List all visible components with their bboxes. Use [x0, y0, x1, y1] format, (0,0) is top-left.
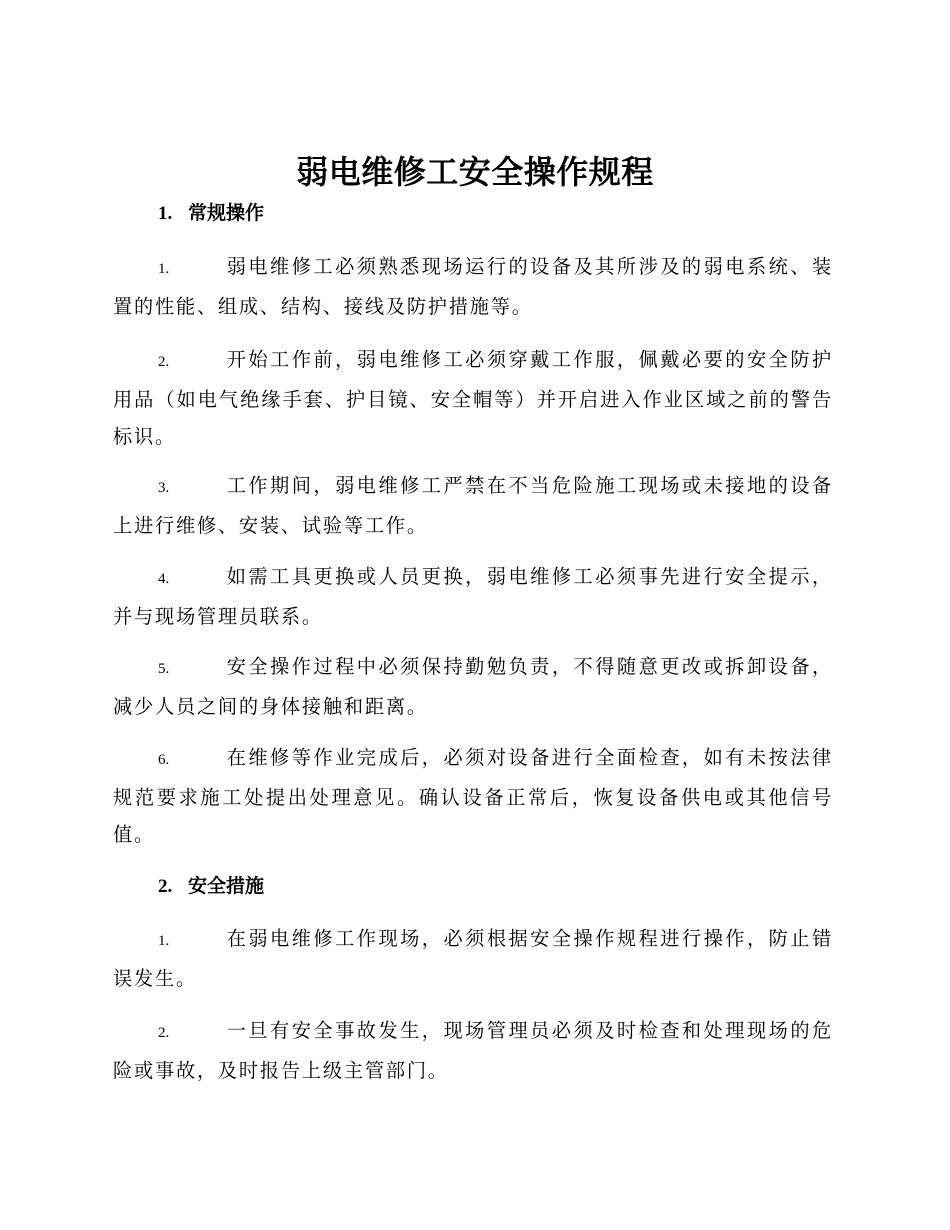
section-number: 1. — [158, 203, 173, 224]
item-text: 在弱电维修工作现场，必须根据安全操作规程进行操作，防止错误发生。 — [113, 927, 833, 990]
item-text: 开始工作前，弱电维修工必须穿戴工作服，佩戴必要的安全防护用品（如电气绝缘手套、护目镜、安全帽等）并开启进入作业区域之前的警告标识。 — [113, 348, 833, 448]
section-heading-safety-measures — [158, 871, 264, 902]
list-item — [113, 1012, 833, 1089]
item-text: 在维修等作业完成后，必须对设备进行全面检查，如有未按法律规范要求施工处提出处理意见。确认设备正常后，恢复设备供电或其他信号值。 — [113, 746, 833, 846]
section-title: 安全措施 — [188, 875, 265, 897]
section-heading-general-operation — [158, 198, 264, 229]
section-number: 2. — [158, 876, 173, 897]
item-number: 2. — [158, 1025, 170, 1041]
item-number: 3. — [158, 480, 170, 496]
item-number: 5. — [158, 661, 170, 677]
list-item — [113, 467, 833, 544]
item-number: 4. — [158, 571, 170, 587]
list-item — [113, 920, 833, 997]
item-number: 6. — [158, 752, 170, 768]
list-item — [113, 558, 833, 635]
list-item — [113, 648, 833, 725]
item-number: 1. — [158, 261, 170, 277]
item-text: 如需工具更换或人员更换，弱电维修工必须事先进行安全提示，并与现场管理员联系。 — [113, 565, 833, 628]
item-number: 2. — [158, 354, 170, 370]
list-item — [113, 248, 833, 325]
item-text: 一旦有安全事故发生，现场管理员必须及时检查和处理现场的危险或事故，及时报告上级主管部门。 — [113, 1019, 833, 1082]
item-text: 安全操作过程中必须保持勤勉负责，不得随意更改或拆卸设备，减少人员之间的身体接触和距离。 — [113, 655, 833, 718]
section-title: 常规操作 — [188, 202, 265, 224]
item-text: 弱电维修工必须熟悉现场运行的设备及其所涉及的弱电系统、装置的性能、组成、结构、接线及防护措施等。 — [113, 255, 833, 318]
item-number: 1. — [158, 933, 170, 949]
list-item — [113, 739, 833, 853]
item-text: 工作期间，弱电维修工严禁在不当危险施工现场或未接地的设备上进行维修、安装、试验等工作。 — [113, 474, 833, 537]
document-title: 弱电维修工安全操作规程 — [296, 153, 654, 191]
list-item — [113, 341, 833, 455]
